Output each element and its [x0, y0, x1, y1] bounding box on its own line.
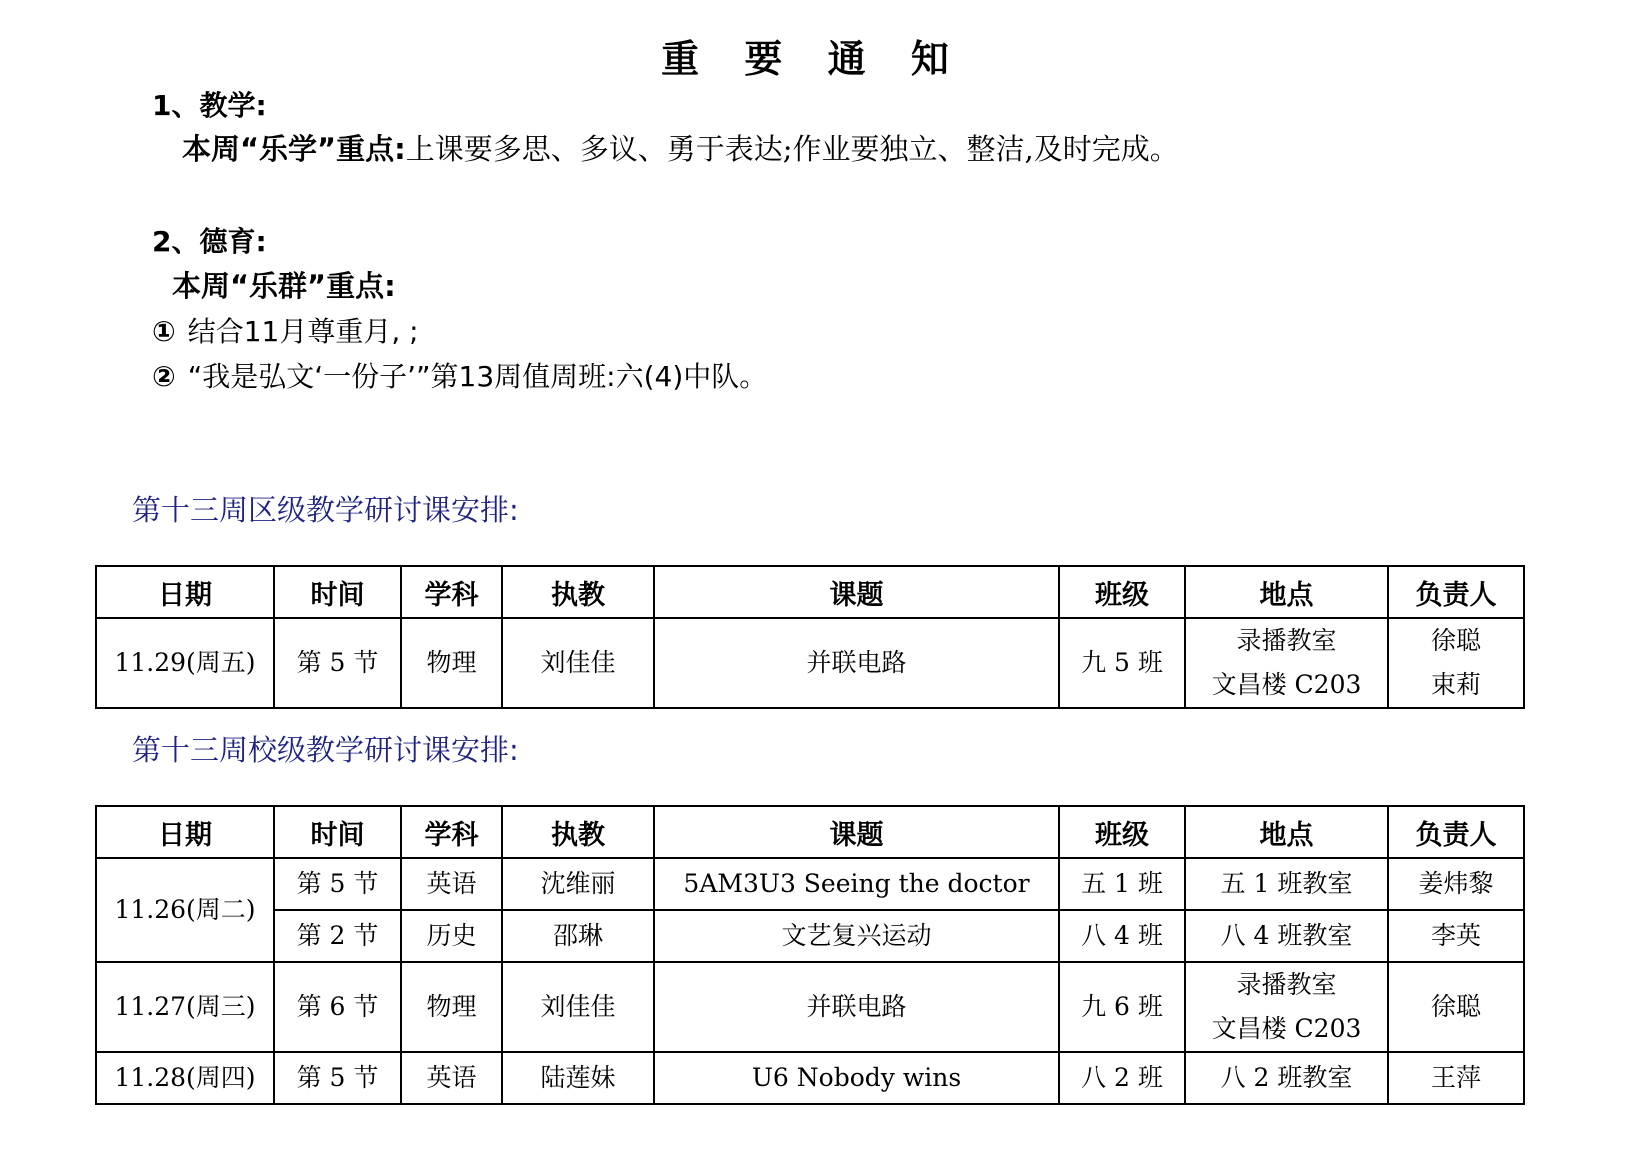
header-place: 地点: [1185, 806, 1388, 858]
place-line: 录播教室: [1236, 970, 1337, 999]
moral-focus-label: 本周“乐群”重点:: [172, 269, 396, 303]
cell-date: 11.26(周二): [96, 858, 274, 962]
owner-line: 徐聪: [1430, 626, 1481, 655]
teaching-focus-label: 本周“乐学”重点:: [182, 132, 406, 166]
cell-class: 八 2 班: [1059, 1052, 1185, 1104]
owner-line: 束莉: [1430, 670, 1481, 699]
cell-owner: 李英: [1388, 910, 1524, 962]
cell-subject: 英语: [401, 1052, 502, 1104]
header-date: 日期: [96, 806, 274, 858]
cell-place: 五 1 班教室: [1185, 858, 1388, 910]
table-header-row: [96, 566, 1524, 618]
cell-subject: 历史: [401, 910, 502, 962]
cell-subject: 英语: [401, 858, 502, 910]
district-schedule-table: [95, 565, 1525, 709]
header-topic: 课题: [654, 806, 1059, 858]
cell-place: [1185, 618, 1388, 708]
cell-owner: [1388, 618, 1524, 708]
cell-topic: 并联电路: [654, 618, 1059, 708]
cell-topic: 5AM3U3 Seeing the doctor: [654, 858, 1059, 910]
cell-place: 八 4 班教室: [1185, 910, 1388, 962]
header-time: 时间: [274, 566, 401, 618]
table-header-row: [96, 806, 1524, 858]
cell-time: 第 2 节: [274, 910, 401, 962]
cell-date: 11.27(周三): [96, 962, 274, 1052]
cell-teacher: 陆莲妹: [502, 1052, 654, 1104]
item-text: “我是弘文‘一份子’”第13周值周班:六(4)中队。: [187, 360, 768, 393]
cell-subject: 物理: [401, 962, 502, 1052]
cell-subject: 物理: [401, 618, 502, 708]
cell-teacher: 沈维丽: [502, 858, 654, 910]
cell-time: 第 6 节: [274, 962, 401, 1052]
cell-topic: 并联电路: [654, 962, 1059, 1052]
teaching-focus-text: 上课要多思、多议、勇于表达;作业要独立、整洁,及时完成。: [405, 132, 1179, 166]
table-row: [96, 1052, 1524, 1104]
cell-place: 八 2 班教室: [1185, 1052, 1388, 1104]
cell-time: 第 5 节: [274, 618, 401, 708]
item-bullet: ①: [152, 315, 176, 348]
cell-class: 九 5 班: [1059, 618, 1185, 708]
table-row: [96, 910, 1524, 962]
place-line: 录播教室: [1236, 626, 1337, 655]
cell-place: [1185, 962, 1388, 1052]
moral-focus: [172, 264, 396, 305]
place-line: 文昌楼 C203: [1211, 670, 1362, 699]
header-owner: 负责人: [1388, 566, 1524, 618]
school-table-title: 第十三周校级教学研讨课安排:: [132, 733, 519, 767]
teaching-focus: [182, 127, 1179, 168]
header-class: 班级: [1059, 566, 1185, 618]
table-row: [96, 618, 1524, 708]
header-time: 时间: [274, 806, 401, 858]
cell-class: 九 6 班: [1059, 962, 1185, 1052]
cell-owner: 王萍: [1388, 1052, 1524, 1104]
header-subject: 学科: [401, 566, 502, 618]
header-place: 地点: [1185, 566, 1388, 618]
cell-teacher: 邵琳: [502, 910, 654, 962]
moral-heading: 2、德育:: [152, 225, 267, 258]
cell-topic: U6 Nobody wins: [654, 1052, 1059, 1104]
header-owner: 负责人: [1388, 806, 1524, 858]
header-subject: 学科: [401, 806, 502, 858]
cell-class: 五 1 班: [1059, 858, 1185, 910]
teaching-heading: 1、教学:: [152, 89, 267, 122]
district-table-title: 第十三周区级教学研讨课安排:: [132, 493, 519, 527]
header-topic: 课题: [654, 566, 1059, 618]
header-teacher: 执教: [502, 566, 654, 618]
school-schedule-table: [95, 805, 1525, 1105]
header-date: 日期: [96, 566, 274, 618]
place-line: 文昌楼 C203: [1211, 1014, 1362, 1043]
cell-time: 第 5 节: [274, 858, 401, 910]
table-row: [96, 858, 1524, 910]
header-teacher: 执教: [502, 806, 654, 858]
cell-teacher: 刘佳佳: [502, 962, 654, 1052]
cell-date: 11.28(周四): [96, 1052, 274, 1104]
table-row: [96, 962, 1524, 1052]
header-class: 班级: [1059, 806, 1185, 858]
moral-item-2: [152, 355, 767, 395]
cell-teacher: 刘佳佳: [502, 618, 654, 708]
page-title: 重 要 通 知: [661, 37, 965, 81]
cell-owner: 姜炜黎: [1388, 858, 1524, 910]
cell-time: 第 5 节: [274, 1052, 401, 1104]
moral-item-1: [152, 310, 419, 350]
item-text: 结合11月尊重月, ;: [187, 315, 419, 348]
cell-owner: 徐聪: [1388, 962, 1524, 1052]
cell-class: 八 4 班: [1059, 910, 1185, 962]
cell-date: 11.29(周五): [96, 618, 274, 708]
item-bullet: ②: [152, 360, 176, 393]
cell-topic: 文艺复兴运动: [654, 910, 1059, 962]
